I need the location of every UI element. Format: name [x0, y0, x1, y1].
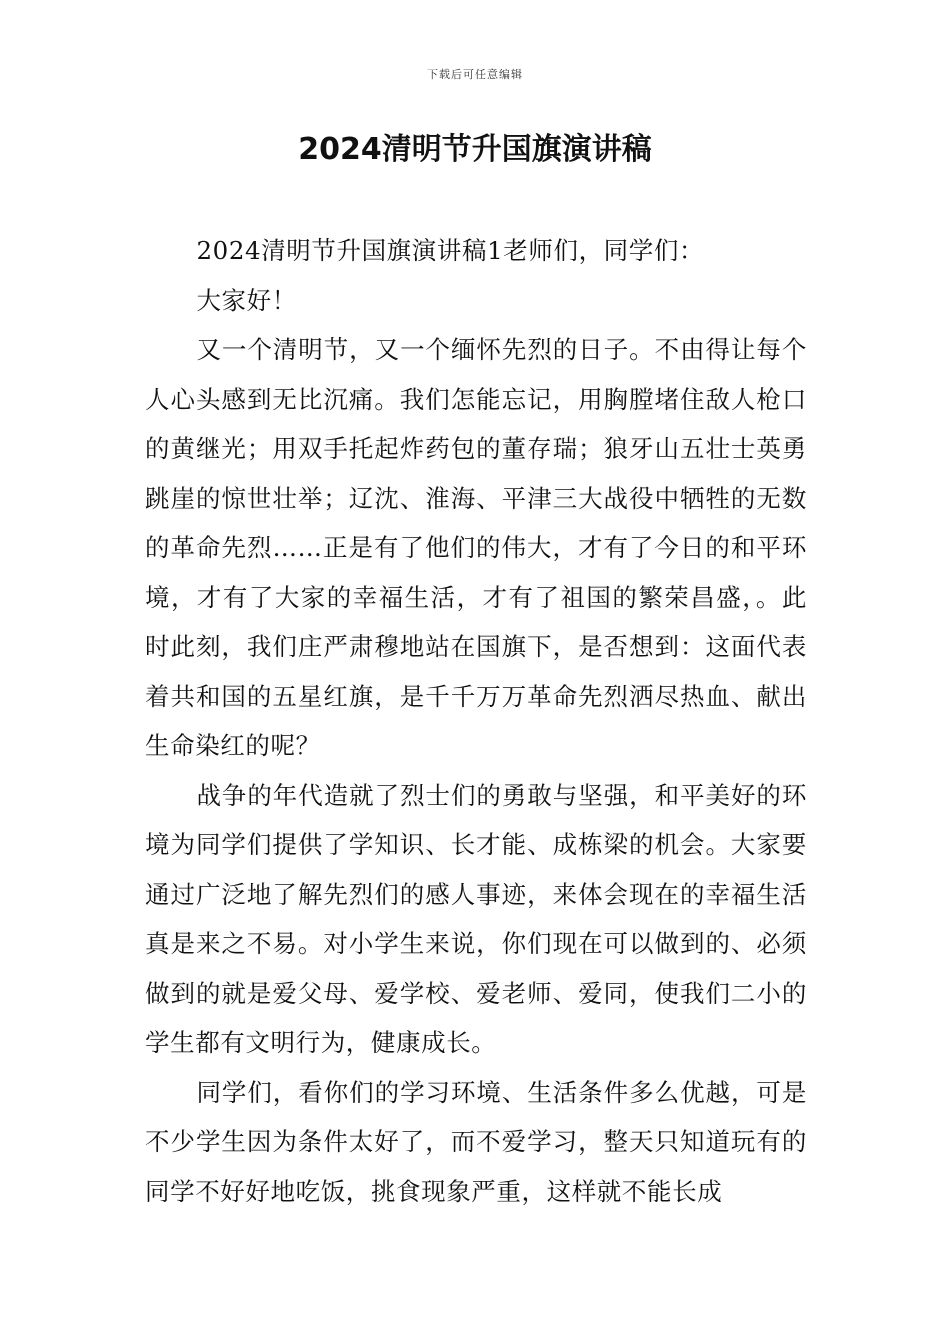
paragraph-salutation: 2024清明节升国旗演讲稿1老师们，同学们：	[196, 236, 705, 265]
paragraph-body-2: 战争的年代造就了烈士们的勇敢与坚强，和平美好的环境为同学们提供了学知识、长才能、成栋梁的机会。大家要通过广泛地了解先烈们的感人事迹，来体会现在的幸福生活真是来之不易。对小学生来说，你们现在可以做到的、必须做到的就是爱父母、爱学校、爱老师、爱同，使我们二小的学生都有文明行为，健康成长。	[145, 780, 807, 1057]
paragraph-body-3: 同学们，看你们的学习环境、生活条件多么优越，可是不少学生因为条件太好了，而不爱学习，整天只知道玩有的同学不好好地吃饭，挑食现象严重，这样就不能长成	[145, 1077, 807, 1206]
document-body	[145, 226, 807, 1216]
header-note: 下载后可任意编辑	[427, 68, 523, 81]
paragraph-greeting: 大家好！	[196, 285, 297, 315]
paragraph-body-1: 又一个清明节，又一个缅怀先烈的日子。不由得让每个人心头感到无比沉痛。我们怎能忘记，用胸膛堵住敌人枪口的黄继光；用双手托起炸药包的董存瑞；狼牙山五壮士英勇跳崖的惊世壮举；辽沈、淮海、平津三大战役中牺牲的无数的革命先烈……正是有了他们的伟大，才有了今日的和平环境，才有了大家的幸福生活，才有了祖国的繁荣昌盛，。此时此刻，我们庄严肃穆地站在国旗下，是否想到：这面代表着共和国的五星红旗，是千千万万革命先烈洒尽热血、献出生命染红的呢？	[145, 335, 807, 760]
document-title: 2024清明节升国旗演讲稿	[298, 132, 652, 167]
